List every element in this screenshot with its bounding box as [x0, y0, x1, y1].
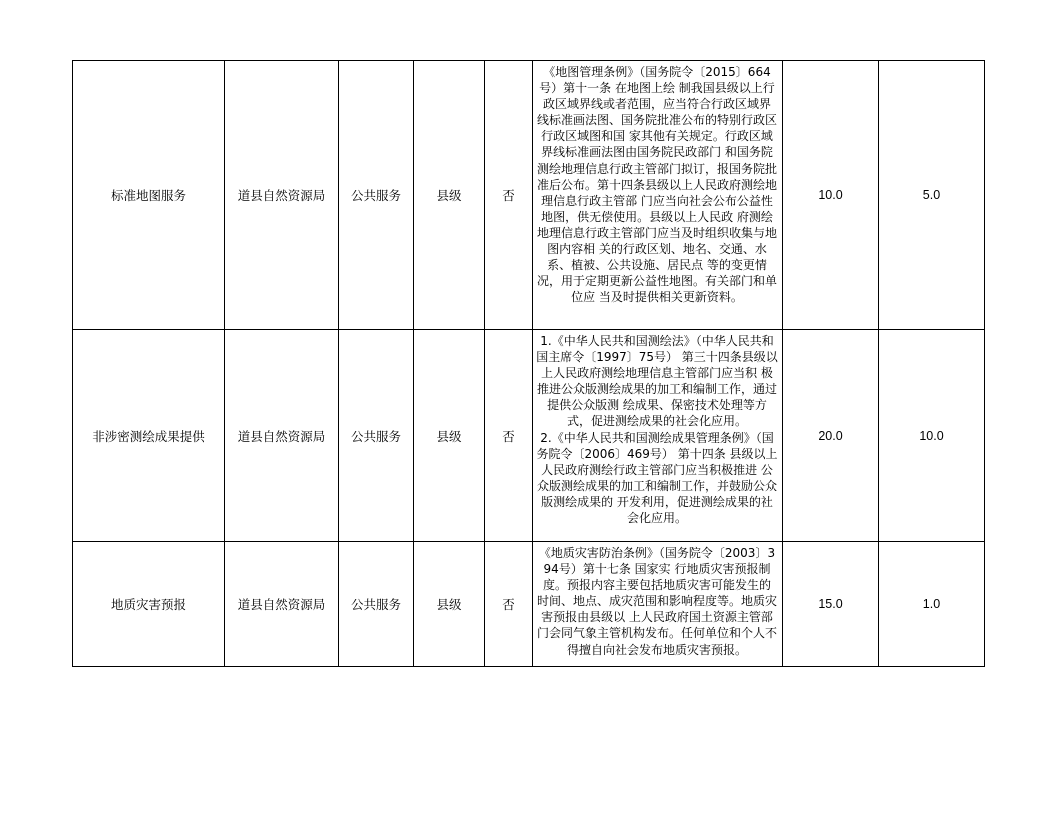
- level-cell: 县级: [414, 542, 485, 667]
- flag-cell: 否: [485, 330, 533, 542]
- category-cell: 公共服务: [339, 542, 414, 667]
- level-cell: 县级: [414, 61, 485, 330]
- level-cell: 县级: [414, 330, 485, 542]
- table-row: [73, 330, 985, 542]
- table-row: [73, 542, 985, 667]
- flag-cell: 否: [485, 542, 533, 667]
- legal-basis-cell: [533, 330, 783, 542]
- department-cell: 道县自然资源局: [225, 542, 339, 667]
- legal-basis-cell: [533, 61, 783, 330]
- value-2-cell: 10.0: [879, 330, 985, 542]
- value-1-cell: 15.0: [783, 542, 879, 667]
- value-1-cell: 20.0: [783, 330, 879, 542]
- legal-basis-cell: [533, 542, 783, 667]
- department-cell: 道县自然资源局: [225, 330, 339, 542]
- department-cell: 道县自然资源局: [225, 61, 339, 330]
- value-2-cell: 5.0: [879, 61, 985, 330]
- item-name-cell: 标准地图服务: [73, 61, 225, 330]
- legal-basis-text: 1.《中华人民共和国测绘法》（中华人民共和国主席令〔1997〕75号） 第三十四条县级以上人民政府测绘地理信息主管部门应当积 极推进公众版测绘成果的加工和编制工作，通过提供公众版测 绘成果、保密技术处理等方式，促进测绘成果的社会化应用。 2.《中华人民共和国测绘成果管理条例》（国务院令〔2006〕469号） 第十四条 县级以上人民政府测绘行政主管部门应当积极推进 公众版测绘成果的加工和编制工作，并鼓励公众版测绘成果的 开发利用，促进测绘成果的社会化应用。: [536, 334, 778, 526]
- item-name-cell: 非涉密测绘成果提供: [73, 330, 225, 542]
- legal-basis-text: 《地图管理条例》（国务院令〔2015〕664号）第十一条 在地图上绘 制我国县级以上行政区域界线或者范围，应当符合行政区域界 线标准画法图、国务院批准公布的特别行政区行政区域图和国 家其他有关规定。行政区域界线标准画法图由国务院民政部门 和国务院测绘地理信息行政主管部门拟订，报国务院批准后公布。第十四条县级以上人民政府测绘地理信息行政主管部 门应当向社会公布公益性地图，供无偿使用。县级以上人民政 府测绘地理信息行政主管部门应当及时组织收集与地图内容相 关的行政区划、地名、交通、水系、植被、公共设施、居民点 等的变更情况，用于定期更新公益性地图。有关部门和单位应 当及时提供相关更新资料。: [536, 65, 777, 305]
- value-2-cell: 1.0: [879, 542, 985, 667]
- category-cell: 公共服务: [339, 330, 414, 542]
- category-cell: 公共服务: [339, 61, 414, 330]
- flag-cell: 否: [485, 61, 533, 330]
- item-name-cell: 地质灾害预报: [73, 542, 225, 667]
- table-row: [73, 61, 985, 330]
- value-1-cell: 10.0: [783, 61, 879, 330]
- legal-basis-text: 《地质灾害防治条例》（国务院令〔2003〕394号）第十七条 国家实 行地质灾害预报制度。预报内容主要包括地质灾害可能发生的 时间、地点、成灾范围和影响程度等。地质灾害预报由县级以 上人民政府国土资源主管部门会同气象主管机构发布。任何单位和个人不得擅自向社会发布地质灾害预报。: [536, 546, 777, 657]
- data-table: [72, 60, 985, 667]
